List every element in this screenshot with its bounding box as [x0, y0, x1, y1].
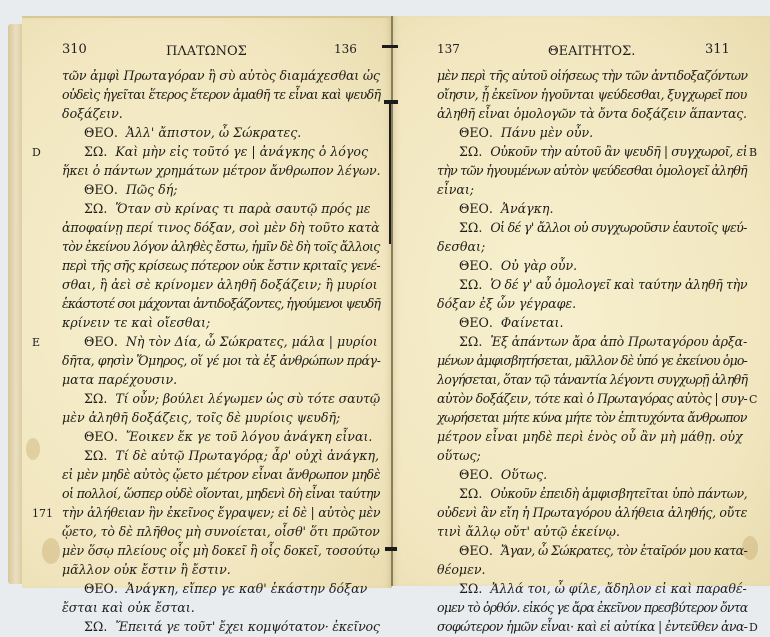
text-line: [437, 351, 747, 370]
line-text: τινὶ ἄλλῳ οὔτ' αὐτῷ ἐκείνῳ.: [437, 524, 620, 539]
speaker-label: ΘΕΟ.: [459, 315, 493, 330]
line-text: Νὴ τὸν Δία, ὦ Σώκρατες, μάλα | μυρίοι: [125, 334, 378, 349]
right-stephanus-number: 137: [437, 42, 460, 56]
text-line: [437, 199, 747, 218]
text-line: [62, 66, 380, 85]
line-text: Ἀνάγκη, εἴπερ γε καθ' ἑκάστην δόξαν: [125, 581, 368, 596]
text-line: [62, 180, 380, 199]
text-line: [437, 275, 747, 294]
line-text: Ἀνάγκη.: [500, 201, 554, 216]
line-text: ἑκάστοτέ σοι μάχονται ἀντιδοξάζοντες, ἡγούμενοι ψευδῆ: [62, 296, 380, 311]
line-text: ἀληθῆ εἶναι ὁμολογῶν τὰ ὄντα δοξάζειν ἅπαντας.: [437, 106, 747, 121]
line-text: Ἀλλ' ἄπιστον, ὦ Σώκρατες.: [125, 125, 302, 140]
stephanus-margin-marker: E: [32, 336, 41, 349]
left-stephanus-number: 136: [334, 42, 357, 56]
text-line: [62, 123, 380, 142]
text-line: [62, 275, 380, 294]
left-running-title: ΠΛΑΤΩΝΟΣ: [166, 44, 247, 59]
text-line: [62, 237, 380, 256]
right-page-number: 311: [705, 42, 730, 57]
text-line: [62, 351, 380, 370]
speaker-label: ΘΕΟ.: [459, 125, 493, 140]
right-page-text: [437, 66, 758, 636]
text-line: [62, 522, 380, 541]
line-text: Ἔοικεν ἔκ γε τοῦ λόγου ἀνάγκη εἶναι.: [125, 429, 373, 444]
line-text: μένων ἀμφισβητήσεται, μᾶλλον δὲ ὑπό γε ἐκείνου ὁμο-: [437, 353, 747, 368]
line-text: οὕτως;: [437, 448, 481, 463]
line-text: Οὐκοῦν τὴν αὑτοῦ ἂν ψευδῆ | συγχωροῖ, εἰ: [490, 144, 748, 159]
text-line: [437, 389, 758, 408]
text-line: [62, 104, 380, 123]
line-text: μὲν ἀληθῆ δοξάζεις, τοῖς δὲ μυρίοις ψευδῆ;: [62, 410, 341, 425]
line-text: Καὶ μὴν εἰς τοῦτό γε | ἀνάγκης ὁ λόγος: [115, 144, 369, 159]
line-text: τὸν ἐκείνου λόγον ἀληθὲς ἔστω, ἡμῖν δὲ δὴ τοῖς ἄλλοις: [62, 239, 380, 254]
line-text: Ἀλλά τοι, ὦ φίλε, ἄδηλον εἰ καὶ παραθέ-: [490, 581, 747, 596]
line-text: ματα παρέχουσιν.: [62, 372, 178, 387]
text-line: [62, 446, 380, 465]
right-running-title: ΘΕΑΙΤΗΤΟΣ.: [548, 44, 636, 59]
text-line: [62, 161, 380, 180]
text-line: [62, 598, 380, 617]
speaker-label: ΣΩ.: [459, 581, 483, 596]
text-line: [62, 465, 380, 484]
left-page-text: [32, 66, 381, 636]
stephanus-margin-marker: C: [749, 393, 758, 406]
paper-stain: [26, 438, 40, 460]
line-text: Ἐξ ἁπάντων ἄρα ἀπὸ Πρωταγόρου ἀρξα-: [490, 334, 748, 349]
text-line: [437, 313, 747, 332]
text-line: [62, 408, 380, 427]
text-line: [437, 579, 747, 598]
line-text: Ὅταν σὺ κρίνας τι παρὰ σαυτῷ πρός με: [115, 201, 371, 216]
binding-thread: [384, 100, 398, 104]
line-text: περὶ τῆς σῆς κρίσεως πότερον οὐκ ἔστιν κριταῖς γενέ-: [62, 258, 381, 273]
binding-thread: [382, 45, 398, 48]
line-text: Οὕτως.: [500, 467, 548, 482]
text-line: [437, 104, 747, 123]
text-line: [437, 370, 747, 389]
text-line: [62, 256, 380, 275]
line-text: Οὐ γὰρ οὖν.: [500, 258, 578, 273]
speaker-label: ΣΩ.: [84, 201, 108, 216]
text-line: [437, 66, 747, 85]
text-line: [32, 332, 380, 351]
stephanus-margin-marker: D: [32, 146, 41, 159]
line-text: μέτρον εἶναι μηδὲ περὶ ἑνὸς οὗ ἂν μὴ μάθῃ. οὐχ: [437, 429, 743, 444]
speaker-label: ΣΩ.: [459, 334, 483, 349]
text-line: [437, 123, 747, 142]
line-text: οὐδεὶς ἡγεῖται ἕτερος ἕτερον ἀμαθῆ τε εἶναι καὶ ψευδῆ: [62, 87, 381, 102]
line-text: ομεν τὸ ὀρθόν. εἰκός γε ἄρα ἐκεῖνον πρεσβύτερον ὄντα: [437, 600, 748, 615]
text-line: [32, 503, 381, 522]
stephanus-margin-marker: B: [749, 146, 758, 159]
line-text: Φαίνεται.: [500, 315, 564, 330]
line-text: λογήσεται, ὅταν τῷ τἀναντία λέγοντι συγχωρῇ ἀληθῆ: [437, 372, 748, 387]
line-text: θέομεν.: [437, 562, 486, 577]
text-line: [437, 85, 747, 104]
binding-thread: [389, 104, 391, 244]
text-line: [437, 256, 747, 275]
speaker-label: ΘΕΟ.: [84, 581, 118, 596]
line-text: τὴν ἀλήθειαν ἣν ἐκεῖνος ἔγραψεν; εἰ δὲ | αὐτὸς μὲν: [62, 505, 381, 520]
speaker-label: ΘΕΟ.: [84, 182, 118, 197]
line-text: ἥκει ὁ πάντων χρημάτων μέτρον ἄνθρωπον λέγων.: [62, 163, 381, 178]
text-line: [437, 161, 747, 180]
text-line: [437, 180, 747, 199]
line-text: αὐτὸν δοξάζειν, τότε καὶ ὁ Πρωταγόρας αὐτὸς | συγ-: [437, 391, 747, 406]
speaker-label: ΣΩ.: [84, 391, 108, 406]
line-text: Τί οὖν; βούλει λέγωμεν ὡς σὺ τότε σαυτῷ: [115, 391, 381, 406]
line-text: σθαι, ἢ ἀεὶ σὲ κρίνομεν ἀληθῆ δοξάζειν; ἢ μυρίοι: [62, 277, 378, 292]
text-line: [437, 237, 747, 256]
text-line: [62, 617, 380, 636]
text-line: [437, 560, 747, 579]
speaker-label: ΣΩ.: [84, 448, 108, 463]
speaker-label: ΘΕΟ.: [459, 201, 493, 216]
binding-thread: [385, 547, 397, 551]
line-text: σοφώτερον ἡμῶν εἶναι· καὶ εἰ αὐτίκα | ἐντεῦθεν ἀνα-: [437, 619, 748, 634]
stephanus-margin-marker: D: [749, 621, 758, 634]
line-text: δοξάζειν.: [62, 106, 123, 121]
line-text: Οἱ δέ γ' ἄλλοι οὐ συγχωροῦσιν ἑαυτοῖς ψεύ-: [490, 220, 747, 235]
line-text: Πάνυ μὲν οὖν.: [500, 125, 594, 140]
text-line: [62, 427, 380, 446]
line-text: εἶναι;: [437, 182, 475, 197]
left-page-number: 310: [62, 42, 87, 57]
text-line: [437, 617, 758, 636]
speaker-label: ΘΕΟ.: [84, 429, 118, 444]
line-text: ᾤετο, τὸ δὲ πλῆθος μὴ συνοίεται, οἶσθ' ὅτι πρῶτον: [62, 524, 380, 539]
line-text: ἀποφαίνῃ περί τινος δόξαν, σοὶ μὲν δὴ τοῦτο κατὰ: [62, 220, 380, 235]
text-line: [62, 579, 380, 598]
speaker-label: ΣΩ.: [459, 277, 483, 292]
text-line: [62, 484, 380, 503]
speaker-label: ΘΕΟ.: [84, 334, 118, 349]
line-text: μὲν ὅσῳ πλείους οἷς μὴ δοκεῖ ἢ οἷς δοκεῖ, τοσούτῳ: [62, 543, 380, 558]
line-text: Τί δὲ αὐτῷ Πρωταγόρᾳ; ἆρ' οὐχὶ ἀνάγκη,: [115, 448, 380, 463]
line-text: Ὁ δέ γ' αὖ ὁμολογεῖ καὶ ταύτην ἀληθῆ τὴν: [490, 277, 748, 292]
text-line: [62, 199, 380, 218]
line-text: εἰ μὲν μηδὲ αὐτὸς ᾤετο μέτρον εἶναι ἄνθρωπον μηδὲ: [62, 467, 381, 482]
text-line: [437, 598, 747, 617]
text-line: [437, 294, 747, 313]
speaker-label: ΘΕΟ.: [84, 125, 118, 140]
line-text: Οὐκοῦν ἐπειδὴ ἀμφισβητεῖται ὑπὸ πάντων,: [490, 486, 748, 501]
text-line: [62, 389, 380, 408]
speaker-label: ΣΩ.: [84, 619, 108, 634]
paper-stain: [42, 538, 60, 564]
line-text: δεσθαι;: [437, 239, 486, 254]
line-text: χωρήσεται μήτε κύνα μήτε τὸν ἐπιτυχόντα ἄνθρωπον: [437, 410, 747, 425]
line-text: οἱ πολλοί, ὥσπερ οὐδὲ οἴονται, μηδενὶ δὴ εἶναι ταύτην: [62, 486, 380, 501]
line-text: Πῶς δή;: [125, 182, 178, 197]
line-text: οἴησιν, ᾗ ἐκεῖνον ἡγοῦνται ψεύδεσθαι, ξυγχωρεῖ που: [437, 87, 747, 102]
text-line: [437, 522, 747, 541]
text-line: [62, 560, 380, 579]
line-text: κρίνειν τε καὶ οἴεσθαι;: [62, 315, 211, 330]
text-line: [437, 218, 747, 237]
text-line: [437, 503, 747, 522]
speaker-label: ΘΕΟ.: [459, 258, 493, 273]
speaker-label: ΘΕΟ.: [459, 543, 493, 558]
line-text: δῆτα, φησὶν Ὅμηρος, οἵ γέ μοι τὰ ἐξ ἀνθρώπων πράγ-: [62, 353, 381, 368]
speaker-label: ΣΩ.: [84, 144, 108, 159]
line-text: τῶν ἀμφὶ Πρωταγόραν ἢ σὺ αὐτὸς διαμάχεσθαι ὡς: [62, 68, 380, 83]
line-text: τὴν τῶν ἡγουμένων αὐτὸν ψεύδεσθαι ὁμολογεῖ ἀληθῆ: [437, 163, 747, 178]
speaker-label: ΣΩ.: [459, 486, 483, 501]
text-line: [437, 332, 747, 351]
stephanus-margin-marker: 171: [32, 507, 53, 520]
text-line: [437, 142, 758, 161]
line-text: ἔσται καὶ οὐκ ἔσται.: [62, 600, 195, 615]
text-line: [62, 313, 380, 332]
text-line: [62, 370, 380, 389]
line-text: μὲν περὶ τῆς αὑτοῦ οἰήσεως τὴν τῶν ἀντιδοξαζόντων: [437, 68, 748, 83]
text-line: [437, 465, 747, 484]
line-text: οὐδενὶ ἂν εἴη ἡ Πρωταγόρου ἀλήθεια ἀληθής, οὔτε: [437, 505, 748, 520]
line-text: δόξαν ἐξ ὧν γέγραφε.: [437, 296, 577, 311]
text-line: [62, 294, 380, 313]
speaker-label: ΣΩ.: [459, 220, 483, 235]
text-line: [437, 541, 747, 560]
text-line: [437, 484, 747, 503]
text-line: [437, 427, 747, 446]
speaker-label: ΣΩ.: [459, 144, 483, 159]
text-line: [437, 408, 747, 427]
line-text: Ἔπειτά γε τοῦτ' ἔχει κομψότατον· ἐκεῖνος: [115, 619, 380, 634]
text-line: [437, 446, 747, 465]
text-line: [32, 142, 380, 161]
line-text: Ἄγαν, ὦ Σώκρατες, τὸν ἑταῖρόν μου κατα-: [500, 543, 748, 558]
line-text: μᾶλλον οὐκ ἔστιν ἢ ἔστιν.: [62, 562, 231, 577]
text-line: [62, 85, 380, 104]
speaker-label: ΘΕΟ.: [459, 467, 493, 482]
text-line: [62, 218, 380, 237]
text-line: [62, 541, 380, 560]
